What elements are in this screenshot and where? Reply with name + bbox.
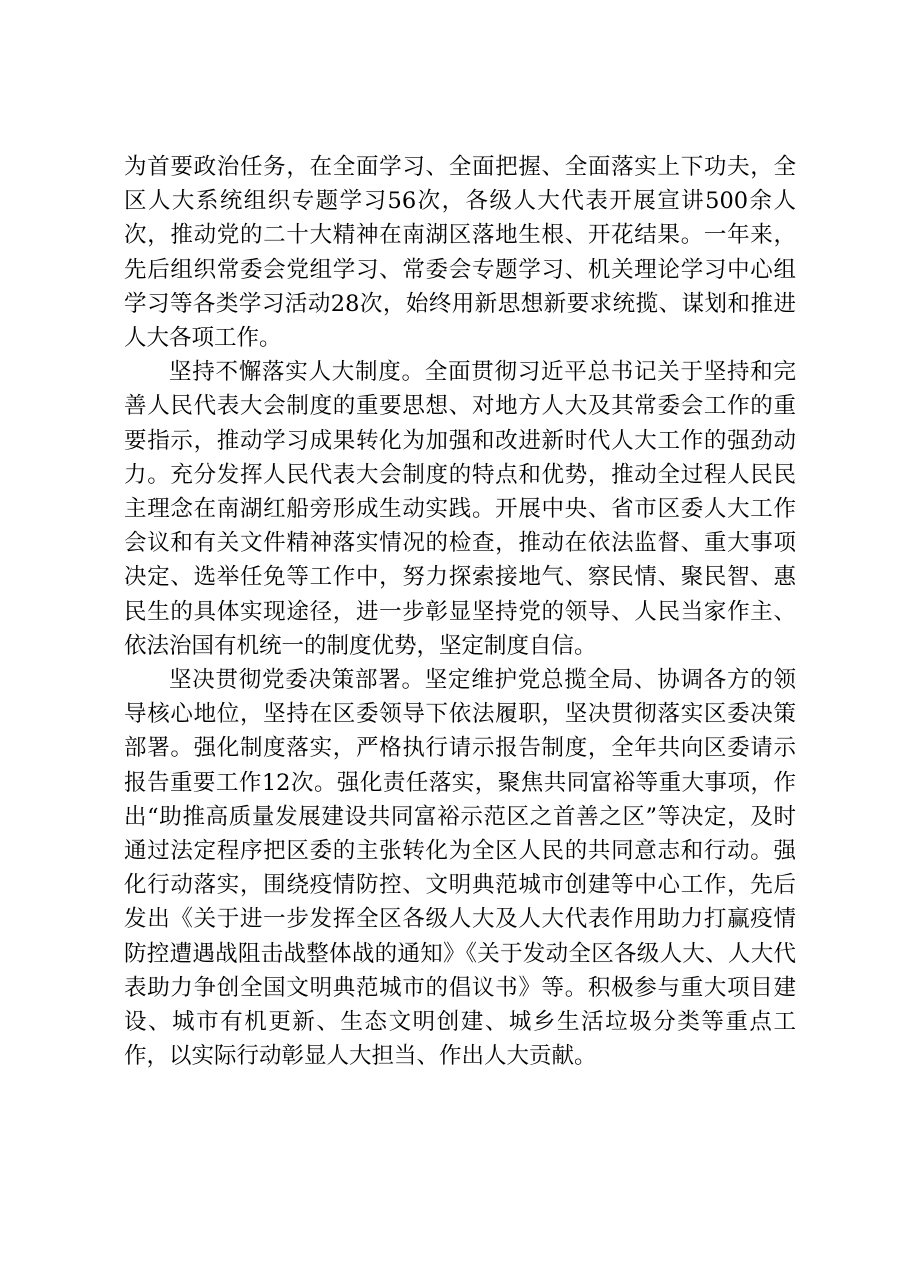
paragraph-study-activities: 为首要政治任务，在全面学习、全面把握、全面落实上下功夫，全区人大系统组织专题学习56次，各级人大代表开展宣讲500余人次，推动党的二十大精神在南湖区落地生根、开花结果。一年来，先后组织常委会党组学习、常委会专题学习、机关理论学习中心组学习等各类学习活动28次，始终用新思想新要求统揽、谋划和推进人大各项工作。 (124, 154, 796, 352)
document-body (124, 150, 796, 1073)
paragraph-npc-system: 坚持不懈落实人大制度。全面贯彻习近平总书记关于坚持和完善人民代表大会制度的重要思想、对地方人大及其常委会工作的重要指示，推动学习成果转化为加强和改进新时代人大工作的强劲动力。充分发挥人民代表大会制度的特点和优势，推动全过程人民民主理念在南湖红船旁形成生动实践。开展中央、省市区委人大工作会议和有关文件精神落实情况的检查，推动在依法监督、重大事项决定、选举任免等工作中，努力探索接地气、察民情、聚民智、惠民生的具体实现途径，进一步彰显坚持党的领导、人民当家作主、依法治国有机统一的制度优势，坚定制度自信。 (124, 359, 796, 659)
paragraph-party-decisions: 坚决贯彻党委决策部署。坚定维护党总揽全局、协调各方的领导核心地位，坚持在区委领导下依法履职，坚决贯彻落实区委决策部署。强化制度落实，严格执行请示报告制度，全年共向区委请示报告重要工作12次。强化责任落实，聚焦共同富裕等重大事项，作出“助推高质量发展建设共同富裕示范区之首善之区”等决定，及时通过法定程序把区委的主张转化为全区人民的共同意志和行动。强化行动落实，围绕疫情防控、文明典范城市创建等中心工作，先后发出《关于进一步发挥全区各级人大及人大代表作用助力打赢疫情防控遭遇战阻击战整体战的通知》《关于发动全区各级人大、人大代表助力争创全国文明典范城市的倡议书》等。积极参与重大项目建设、城市有机更新、生态文明创建、城乡生活垃圾分类等重点工作，以实际行动彰显人大担当、作出人大贡献。 (124, 667, 796, 1070)
